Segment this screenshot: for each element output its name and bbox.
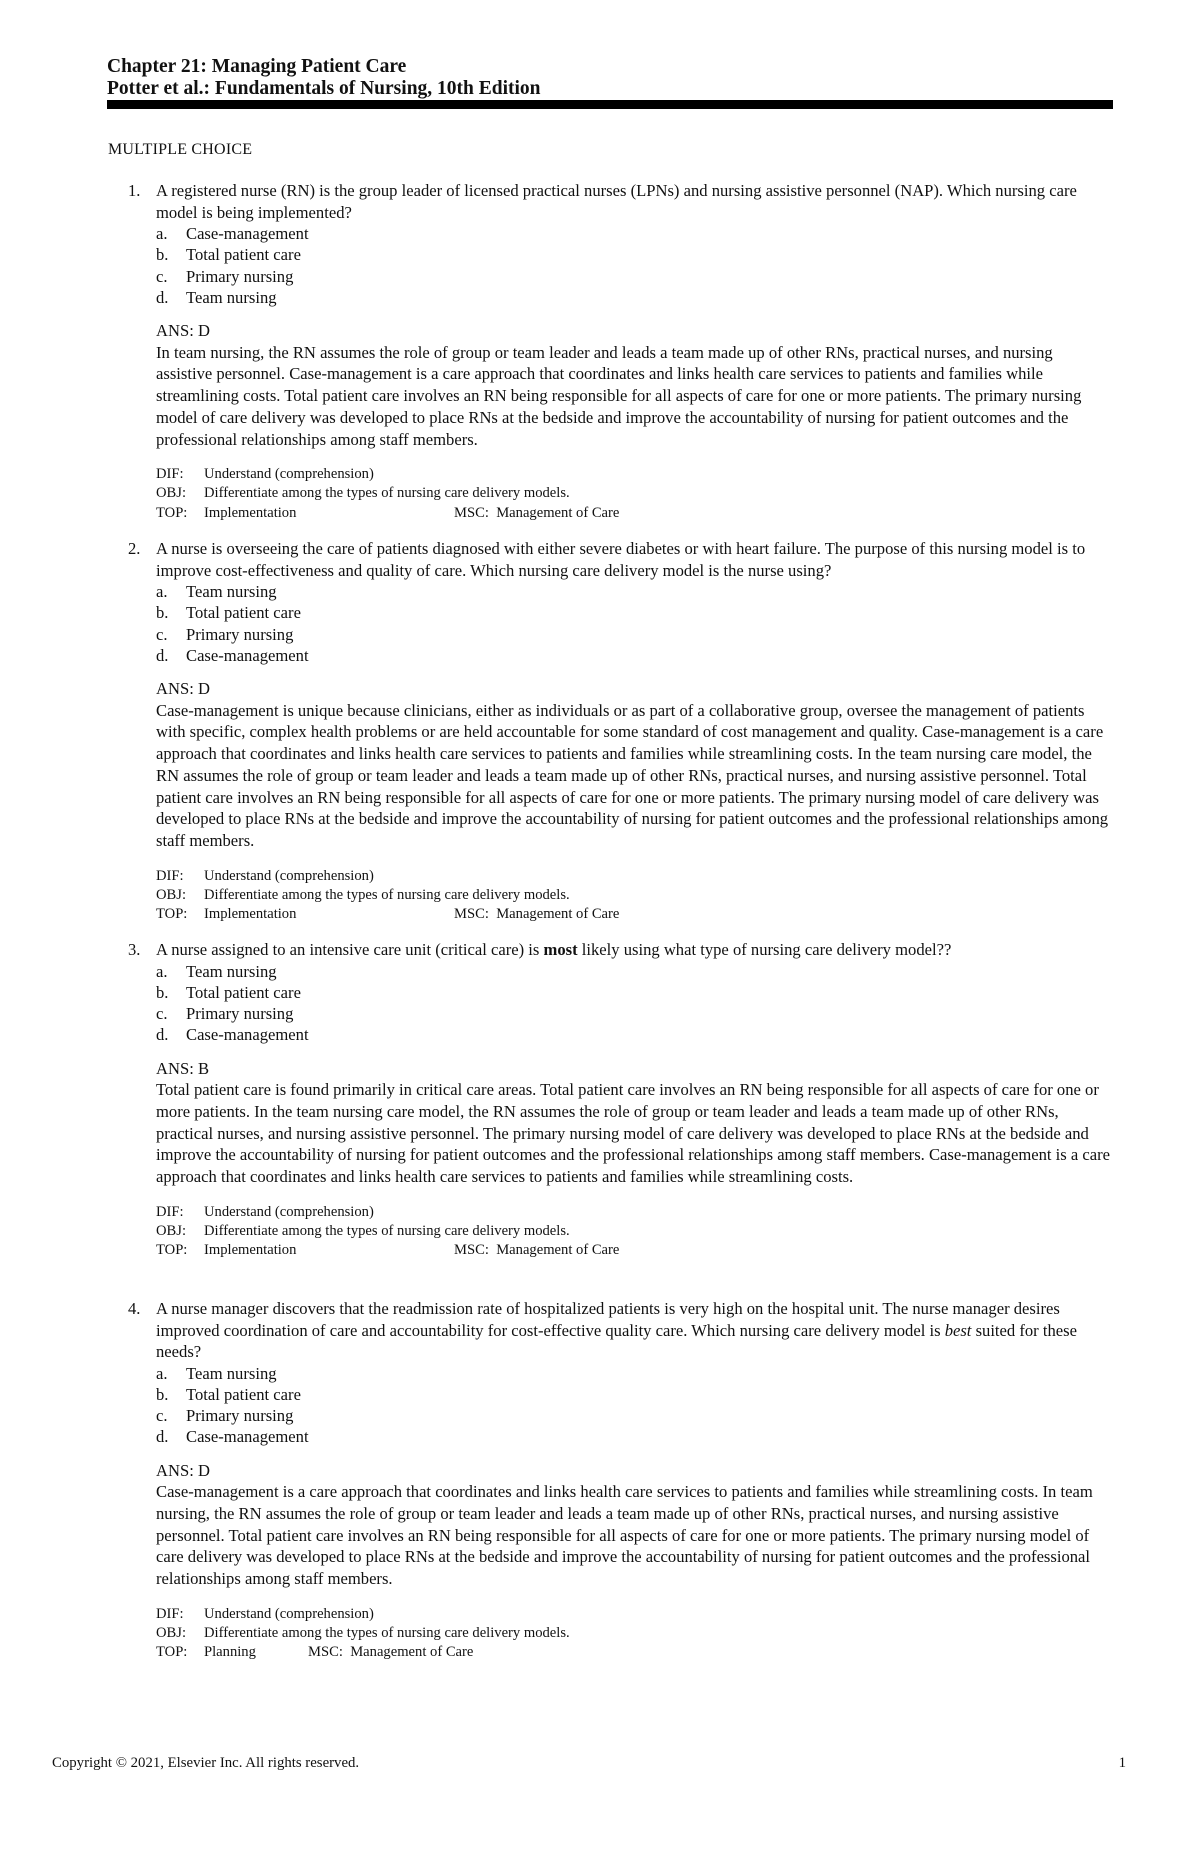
question-text: A registered nurse (RN) is the group leader of licensed practical nurses (LPNs) and nursing assistive personnel (NAP). Which nursing care model is being implemented? <box>156 181 1077 222</box>
choice-letter: c. <box>156 624 168 644</box>
topic-row <box>156 1643 1113 1662</box>
choice-d <box>156 287 1113 308</box>
choice-a <box>156 223 1113 244</box>
msc-value: Management of Care <box>496 906 620 923</box>
choice-letter: c. <box>156 1004 168 1024</box>
question-stem <box>128 538 1113 581</box>
choice-letter: b. <box>156 1384 169 1404</box>
msc-field <box>308 1643 473 1662</box>
choice-b <box>156 602 1113 623</box>
choice-text: Team nursing <box>186 287 277 307</box>
choice-b <box>156 982 1113 1003</box>
header-rule <box>107 100 1113 109</box>
meta-label: TOP: <box>156 1644 188 1661</box>
meta-label: OBJ: <box>156 1624 187 1641</box>
difficulty-row <box>156 1605 1113 1624</box>
choice-a <box>156 1363 1113 1384</box>
answer-key: ANS: D <box>156 321 210 341</box>
choice-list <box>128 581 1113 666</box>
choice-text: Primary nursing <box>186 1406 294 1426</box>
question-stem <box>128 180 1113 223</box>
msc-value: Management of Care <box>496 504 620 521</box>
chapter-title: Chapter 21: Managing Patient Care <box>107 56 407 77</box>
answer-key: ANS: D <box>156 1460 210 1480</box>
choice-c <box>156 266 1113 287</box>
meta-label: MSC: <box>454 1242 489 1259</box>
choice-letter: d. <box>156 1025 169 1045</box>
meta-label: MSC: <box>308 1644 343 1661</box>
choice-list <box>128 961 1113 1046</box>
document-header <box>107 56 541 100</box>
choice-text: Total patient care <box>186 245 301 265</box>
answer-rationale: Total patient care is found primarily in critical care areas. Total patient care involves an RN being responsible for all aspects of care for one or more patients. In the team nursing care model, the RN assumes the role of group or team leader and leads a team made up of other RNs, practical nurses, and nursing assistive personnel. The primary nursing model of care delivery was developed to place RNs at the bedside and improve the accountability of nursing for patient outcomes and the professional relationships among staff members. Case-management is a care approach that coordinates and links health care services to patients and families while streamlining costs. <box>156 1080 1111 1186</box>
difficulty-value: Understand (comprehension) <box>204 1605 374 1622</box>
meta-label: DIF: <box>156 867 184 884</box>
meta-label: OBJ: <box>156 1222 187 1239</box>
question-metadata <box>128 1203 1113 1261</box>
choice-letter: a. <box>156 224 168 243</box>
difficulty-row <box>156 465 1113 484</box>
choice-d <box>156 1426 1113 1447</box>
choice-text: Case-management <box>186 1427 309 1447</box>
question-3 <box>128 939 1113 1260</box>
question-4 <box>128 1298 1113 1662</box>
meta-label: TOP: <box>156 1242 188 1259</box>
copyright-notice: Copyright © 2021, Elsevier Inc. All rights reserved. <box>52 1755 360 1771</box>
objective-row <box>156 1222 1113 1241</box>
choice-text: Team nursing <box>186 1363 277 1383</box>
question-number: 1. <box>128 181 141 200</box>
choice-letter: d. <box>156 645 169 665</box>
question-2 <box>128 538 1113 924</box>
objective-value: Differentiate among the types of nursing care delivery models. <box>204 485 570 502</box>
choice-a <box>156 961 1113 982</box>
objective-row <box>156 484 1113 503</box>
meta-label: OBJ: <box>156 886 187 903</box>
question-metadata <box>128 867 1113 925</box>
answer-block <box>128 320 1113 450</box>
meta-label: TOP: <box>156 906 188 923</box>
question-stem <box>128 1298 1113 1363</box>
question-text-part: A nurse assigned to an intensive care unit (critical care) is <box>156 940 544 959</box>
question-stem <box>128 939 1113 961</box>
section-heading: MULTIPLE CHOICE <box>108 141 253 158</box>
choice-letter: a. <box>156 582 168 601</box>
question-text-part: suited for these needs? <box>156 1320 1077 1361</box>
choice-d <box>156 645 1113 666</box>
answer-rationale: Case-management is a care approach that coordinates and links health care services to patients and families while streamlining costs. In team nursing, the RN assumes the role of group or team leader and leads a team made up of other RNs, practical nurses, and nursing assistive personnel. Total patient care involves an RN being responsible for all aspects of care for one or more patients. The primary nursing model of care delivery was developed to place RNs at the bedside and improve the accountability of nursing for patient outcomes and the professional relationships among staff members. <box>156 1482 1093 1588</box>
question-emphasis: best <box>944 1320 972 1340</box>
choice-text: Team nursing <box>186 961 277 981</box>
choice-text: Case-management <box>186 645 309 665</box>
meta-label: TOP: <box>156 504 188 521</box>
choice-list <box>128 1363 1113 1448</box>
msc-value: Management of Care <box>496 1242 620 1259</box>
choice-text: Team nursing <box>186 582 277 601</box>
page-number: 1 <box>1118 1755 1126 1771</box>
topic-row <box>156 905 1113 924</box>
objective-value: Differentiate among the types of nursing care delivery models. <box>204 886 570 903</box>
choice-letter: b. <box>156 982 169 1002</box>
choice-text: Case-management <box>186 224 309 243</box>
msc-field <box>454 1241 619 1260</box>
question-number: 4. <box>128 1299 141 1318</box>
choice-letter: d. <box>156 1427 169 1447</box>
choice-letter: d. <box>156 287 169 307</box>
meta-label: MSC: <box>454 906 489 923</box>
meta-label: DIF: <box>156 1203 184 1220</box>
answer-rationale: In team nursing, the RN assumes the role of group or team leader and leads a team made up of other RNs, practical nurses, and nursing assistive personnel. Case-management is a care approach that coordinates and links health care services to patients and families while streamlining costs. Total patient care involves an RN being responsible for all aspects of care for one or more patients. The primary nursing model of care delivery was developed to place RNs at the bedside and improve the accountability of nursing for patient outcomes and the professional relationships among staff members. <box>156 342 1082 449</box>
objective-value: Differentiate among the types of nursing care delivery models. <box>204 1624 570 1641</box>
book-title: Potter et al.: Fundamentals of Nursing, 10th Edition <box>107 78 541 99</box>
topic-value: Implementation <box>204 1242 297 1259</box>
answer-block <box>128 1058 1113 1188</box>
question-metadata <box>128 1605 1113 1663</box>
difficulty-value: Understand (comprehension) <box>204 466 374 483</box>
choice-text: Primary nursing <box>186 624 294 644</box>
difficulty-value: Understand (comprehension) <box>204 867 374 884</box>
choice-text: Total patient care <box>186 603 301 623</box>
meta-label: OBJ: <box>156 485 187 502</box>
msc-field <box>454 504 619 523</box>
difficulty-value: Understand (comprehension) <box>204 1203 374 1220</box>
choice-c <box>156 1405 1113 1426</box>
choice-letter: a. <box>156 1363 168 1383</box>
choice-b <box>156 244 1113 265</box>
choice-letter: b. <box>156 245 169 265</box>
question-text <box>156 1299 1077 1361</box>
choice-letter: a. <box>156 961 168 981</box>
question-metadata <box>128 465 1113 523</box>
choice-c <box>156 624 1113 645</box>
choice-list <box>128 223 1113 308</box>
msc-value: Management of Care <box>350 1644 474 1661</box>
choice-letter: c. <box>156 266 168 286</box>
objective-row <box>156 886 1113 905</box>
choice-d <box>156 1024 1113 1045</box>
choice-text: Primary nursing <box>186 1004 294 1024</box>
question-1 <box>128 180 1113 523</box>
question-text: A nurse is overseeing the care of patients diagnosed with either severe diabetes or with heart failure. The purpose of this nursing model is to improve cost-effectiveness and quality of care. Which nursing care delivery model is the nurse using? <box>156 539 1086 580</box>
topic-value: Implementation <box>204 504 297 521</box>
meta-label: DIF: <box>156 1605 184 1622</box>
choice-text: Case-management <box>186 1025 309 1045</box>
difficulty-row <box>156 867 1113 886</box>
question-text <box>156 940 951 959</box>
objective-value: Differentiate among the types of nursing care delivery models. <box>204 1222 570 1239</box>
topic-value: Planning <box>204 1644 256 1661</box>
answer-rationale: Case-management is unique because clinicians, either as individuals or as part of a collaborative group, oversee the management of patients with specific, complex health problems or are held accountable for some standard of cost management and quality. Case-management is a care approach that coordinates and links health care services to patients and families while streamlining costs. In the team nursing care model, the RN assumes the role of group or team leader and leads a team made up of other RNs, practical nurses, and nursing assistive personnel. Total patient care involves an RN being responsible for all aspects of care for one or more patients. The primary nursing model of care delivery was developed to place RNs at the bedside and improve the accountability of nursing for patient outcomes and the professional relationships among staff members. <box>156 700 1109 850</box>
answer-key: ANS: D <box>156 679 210 699</box>
choice-text: Total patient care <box>186 982 301 1002</box>
choice-c <box>156 1003 1113 1024</box>
topic-value: Implementation <box>204 906 297 923</box>
topic-row <box>156 1241 1113 1260</box>
question-number: 2. <box>128 539 141 558</box>
choice-a <box>156 581 1113 602</box>
answer-key: ANS: B <box>156 1058 210 1078</box>
answer-block <box>128 1460 1113 1590</box>
choice-text: Primary nursing <box>186 266 294 286</box>
choice-b <box>156 1384 1113 1405</box>
meta-label: DIF: <box>156 466 184 483</box>
question-emphasis: most <box>543 940 578 959</box>
choice-letter: b. <box>156 603 169 623</box>
answer-block <box>128 678 1113 851</box>
objective-row <box>156 1624 1113 1643</box>
meta-label: MSC: <box>454 504 489 521</box>
difficulty-row <box>156 1203 1113 1222</box>
topic-row <box>156 504 1113 523</box>
choice-letter: c. <box>156 1406 168 1426</box>
question-text-part: likely using what type of nursing care delivery model?? <box>577 940 952 959</box>
question-text-part: A nurse manager discovers that the readmission rate of hospitalized patients is very high on the hospital unit. The nurse manager desires improved coordination of care and accountability for cost-effective quality care. Which nursing care delivery model is <box>156 1299 1060 1340</box>
question-number: 3. <box>128 940 141 959</box>
msc-field <box>454 905 619 924</box>
choice-text: Total patient care <box>186 1384 301 1404</box>
